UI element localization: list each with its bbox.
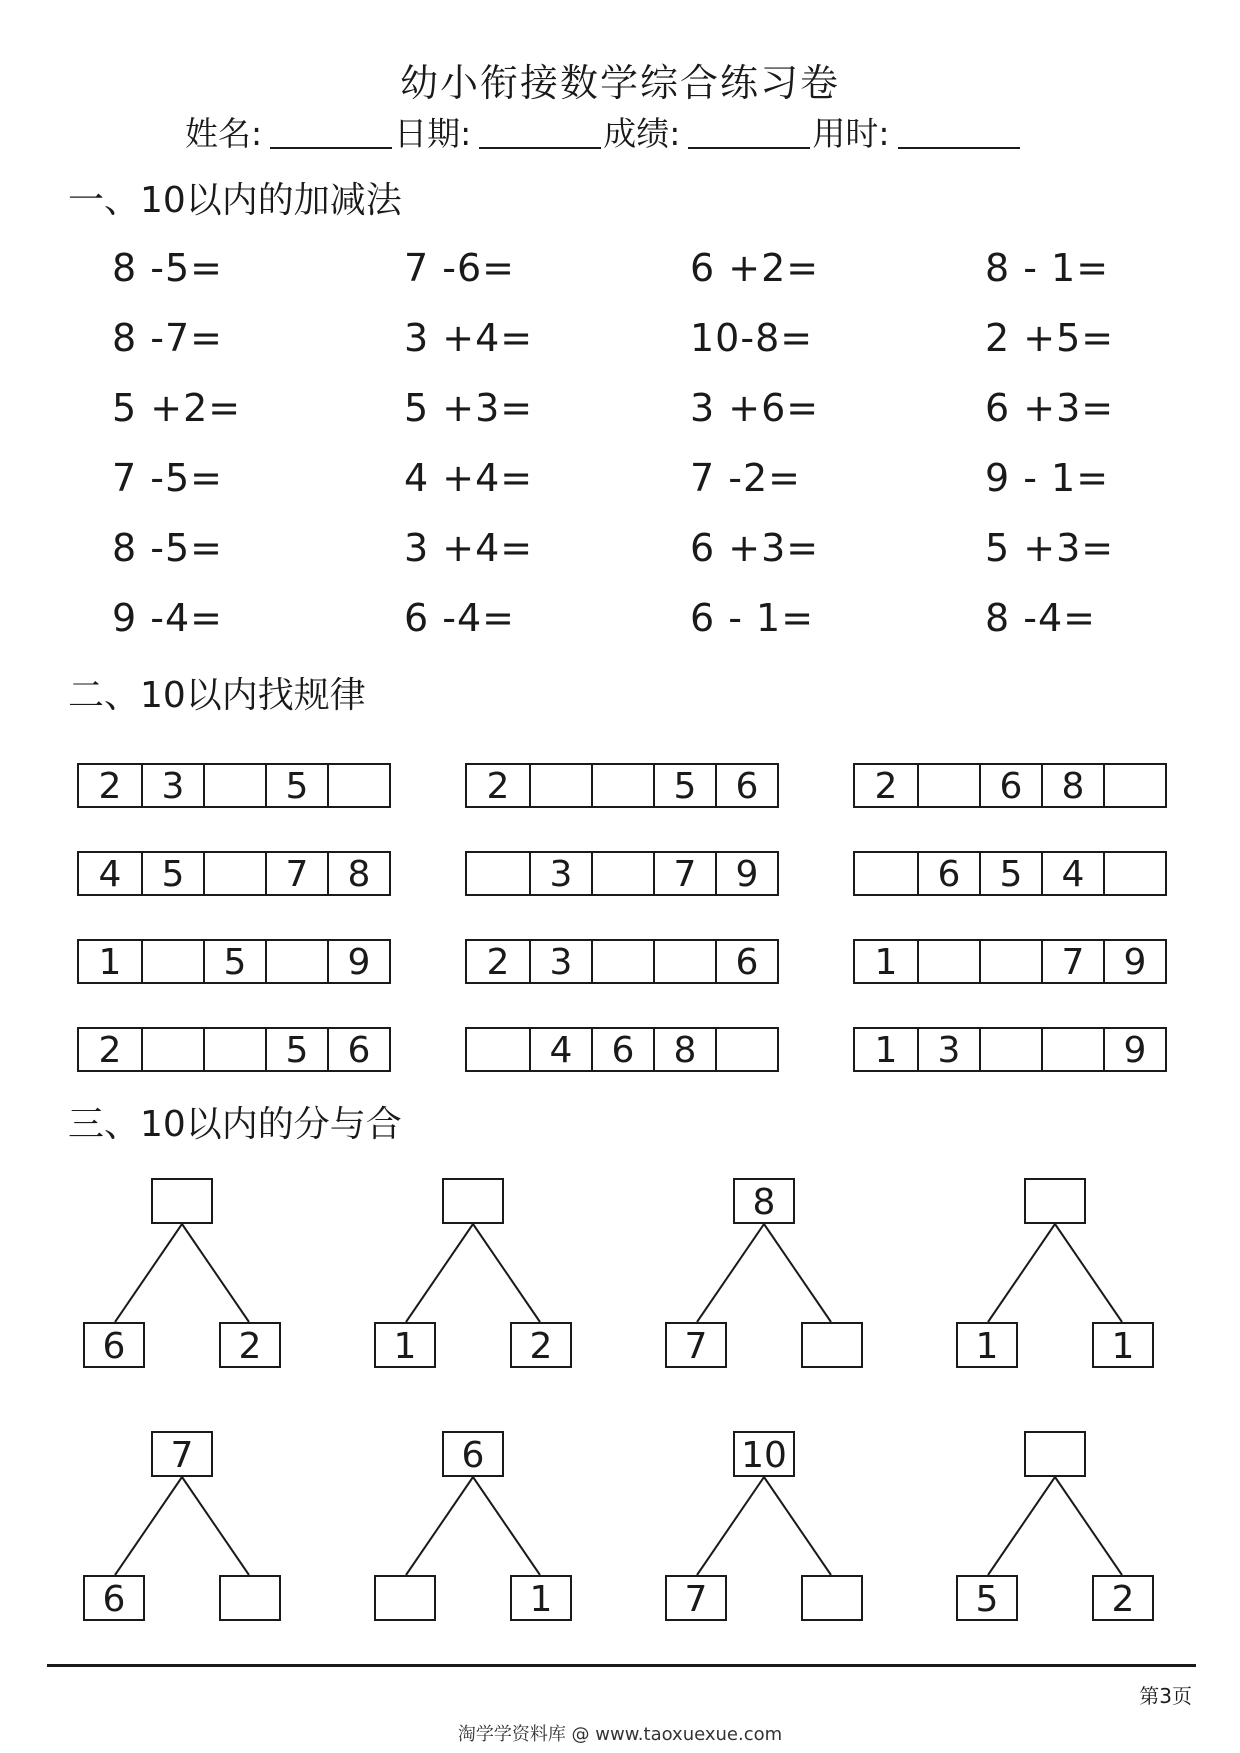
arithmetic-problem: 3 +6= [690, 386, 820, 430]
number-bond-tree [665, 1178, 875, 1368]
sequence-cell[interactable]: 1 [98, 942, 122, 983]
arithmetic-problem: 3 +4= [404, 316, 534, 360]
sequence-cell[interactable]: 5 [265, 765, 327, 806]
sequence-cell[interactable] [917, 765, 979, 806]
number-bond-tree [665, 1431, 875, 1621]
arithmetic-problem: 4 +4= [404, 456, 534, 500]
sequence-cell[interactable] [979, 1029, 1041, 1070]
sequence-cell[interactable]: 2 [874, 766, 898, 807]
arithmetic-problem: 5 +2= [112, 386, 242, 430]
student-info-row [185, 108, 1022, 155]
arithmetic-problem: 9 - 1= [985, 456, 1110, 500]
sequence-cell[interactable] [855, 853, 917, 894]
sequence-cell[interactable]: 1 [874, 942, 898, 983]
bond-box-top[interactable]: 8 [733, 1178, 795, 1224]
sequence-cell[interactable] [1041, 1029, 1103, 1070]
sequence-cell[interactable] [467, 1029, 529, 1070]
arithmetic-problem: 7 -2= [690, 456, 801, 500]
number-bond-tree [956, 1178, 1166, 1368]
sequence-cell[interactable]: 5 [653, 765, 715, 806]
bond-box-top[interactable]: 7 [151, 1431, 213, 1477]
info-label: 日期: [394, 114, 472, 153]
arithmetic-problem: 3 +4= [404, 526, 534, 570]
info-item-name [185, 108, 394, 155]
sequence-cell[interactable]: 6 [715, 765, 777, 806]
arithmetic-problem: 8 -7= [112, 316, 223, 360]
sequence-cell[interactable] [203, 765, 265, 806]
sequence-cell[interactable]: 3 [529, 853, 591, 894]
bond-box-top[interactable] [151, 1178, 213, 1224]
arithmetic-problem: 6 +2= [690, 246, 820, 290]
info-item-score [603, 108, 812, 155]
sequence-cell[interactable]: 2 [98, 1030, 122, 1071]
bond-box-right[interactable] [801, 1575, 863, 1621]
sequence-cell[interactable]: 7 [653, 853, 715, 894]
number-sequence [465, 763, 779, 808]
number-sequence [853, 1027, 1167, 1072]
time-blank[interactable] [898, 117, 1020, 149]
page-number: 第3页 [1139, 1684, 1192, 1708]
bond-box-left[interactable]: 6 [83, 1575, 145, 1621]
bond-box-right[interactable]: 1 [510, 1575, 572, 1621]
score-blank[interactable] [688, 117, 810, 149]
bond-box-top[interactable]: 10 [733, 1431, 795, 1477]
sequence-cell[interactable]: 9 [327, 941, 389, 982]
sequence-cell[interactable]: 6 [917, 853, 979, 894]
sequence-cell[interactable] [265, 941, 327, 982]
sequence-cell[interactable]: 8 [653, 1029, 715, 1070]
bond-box-top[interactable] [1024, 1431, 1086, 1477]
arithmetic-problem: 2 +5= [985, 316, 1115, 360]
arithmetic-problem: 5 +3= [404, 386, 534, 430]
sequence-cell[interactable] [1103, 853, 1165, 894]
bond-box-left[interactable]: 1 [374, 1322, 436, 1368]
sequence-cell[interactable] [979, 941, 1041, 982]
section-title-number-bonds: 三、10以内的分与合 [68, 1104, 402, 1145]
sequence-cell[interactable]: 7 [1041, 941, 1103, 982]
number-bond-tree [956, 1431, 1166, 1621]
info-label: 姓名: [185, 114, 263, 153]
sequence-cell[interactable] [591, 765, 653, 806]
arithmetic-problem: 6 +3= [985, 386, 1115, 430]
arithmetic-problem: 8 -5= [112, 246, 223, 290]
sequence-cell[interactable] [591, 941, 653, 982]
bond-box-right[interactable]: 1 [1092, 1322, 1154, 1368]
sequence-cell[interactable]: 9 [715, 853, 777, 894]
sequence-cell[interactable]: 9 [1103, 1029, 1165, 1070]
sequence-cell[interactable]: 3 [529, 941, 591, 982]
sequence-cell[interactable]: 4 [529, 1029, 591, 1070]
arithmetic-problem: 7 -6= [404, 246, 515, 290]
section-title-arithmetic: 一、10以内的加减法 [68, 180, 402, 221]
sequence-cell[interactable]: 6 [979, 765, 1041, 806]
info-label: 成绩: [603, 114, 681, 153]
bond-box-top[interactable]: 6 [442, 1431, 504, 1477]
bond-box-left[interactable]: 5 [956, 1575, 1018, 1621]
number-bond-tree [374, 1431, 584, 1621]
bond-box-right[interactable] [219, 1575, 281, 1621]
info-item-date [394, 108, 603, 155]
bond-box-right[interactable] [801, 1322, 863, 1368]
number-sequence [77, 763, 391, 808]
arithmetic-problem: 6 - 1= [690, 596, 815, 640]
info-label: 用时: [812, 114, 890, 153]
sequence-cell[interactable]: 4 [1041, 853, 1103, 894]
sequence-cell[interactable] [529, 765, 591, 806]
number-sequence [853, 939, 1167, 984]
sequence-cell[interactable] [467, 853, 529, 894]
sequence-cell[interactable]: 2 [486, 766, 510, 807]
name-blank[interactable] [270, 117, 392, 149]
number-sequence [465, 851, 779, 896]
sequence-cell[interactable]: 5 [203, 941, 265, 982]
sequence-cell[interactable]: 3 [141, 765, 203, 806]
watermark-text: 淘学学资料库 @ www.taoxuexue.com [457, 1724, 783, 1745]
section-title-patterns: 二、10以内找规律 [68, 675, 366, 716]
sequence-cell[interactable]: 8 [1041, 765, 1103, 806]
bond-box-top[interactable] [1024, 1178, 1086, 1224]
sequence-cell[interactable]: 7 [265, 853, 327, 894]
sequence-cell[interactable] [141, 941, 203, 982]
sequence-cell[interactable]: 6 [715, 941, 777, 982]
number-sequence [853, 851, 1167, 896]
sequence-cell[interactable]: 9 [1103, 941, 1165, 982]
number-sequence [77, 1027, 391, 1072]
date-blank[interactable] [479, 117, 601, 149]
number-sequence [465, 939, 779, 984]
sequence-cell[interactable] [591, 853, 653, 894]
arithmetic-problem: 8 -5= [112, 526, 223, 570]
bond-box-right[interactable]: 2 [510, 1322, 572, 1368]
arithmetic-problem: 10-8= [690, 316, 814, 360]
sequence-cell[interactable]: 6 [591, 1029, 653, 1070]
bond-box-right[interactable]: 2 [219, 1322, 281, 1368]
bond-box-left[interactable] [374, 1575, 436, 1621]
sequence-cell[interactable] [917, 941, 979, 982]
number-sequence [465, 1027, 779, 1072]
number-bond-tree [83, 1178, 293, 1368]
bond-box-left[interactable]: 6 [83, 1322, 145, 1368]
arithmetic-problem: 6 -4= [404, 596, 515, 640]
sequence-cell[interactable]: 5 [141, 853, 203, 894]
arithmetic-problem: 6 +3= [690, 526, 820, 570]
arithmetic-problem: 9 -4= [112, 596, 223, 640]
bond-box-left[interactable]: 7 [665, 1322, 727, 1368]
bond-box-top[interactable] [442, 1178, 504, 1224]
sequence-cell[interactable] [141, 1029, 203, 1070]
sequence-cell[interactable]: 1 [874, 1030, 898, 1071]
number-bond-tree [374, 1178, 584, 1368]
sequence-cell[interactable]: 6 [327, 1029, 389, 1070]
number-sequence [77, 939, 391, 984]
arithmetic-problem: 5 +3= [985, 526, 1115, 570]
footer-rule [47, 1664, 1196, 1667]
sequence-cell[interactable] [715, 1029, 777, 1070]
number-sequence [77, 851, 391, 896]
page-title: 幼小衔接数学综合练习卷 [399, 61, 840, 105]
number-sequence [853, 763, 1167, 808]
sequence-cell[interactable] [653, 941, 715, 982]
info-item-time [812, 108, 1021, 155]
sequence-cell[interactable]: 2 [486, 942, 510, 983]
sequence-cell[interactable] [1103, 765, 1165, 806]
sequence-cell[interactable]: 5 [979, 853, 1041, 894]
arithmetic-problem: 7 -5= [112, 456, 223, 500]
sequence-cell[interactable] [327, 765, 389, 806]
bond-box-left[interactable]: 1 [956, 1322, 1018, 1368]
sequence-cell[interactable] [203, 853, 265, 894]
sequence-cell[interactable]: 8 [327, 853, 389, 894]
sequence-cell[interactable]: 2 [98, 766, 122, 807]
number-bond-tree [83, 1431, 293, 1621]
bond-box-left[interactable]: 7 [665, 1575, 727, 1621]
arithmetic-problem: 8 -4= [985, 596, 1096, 640]
arithmetic-problem: 8 - 1= [985, 246, 1110, 290]
sequence-cell[interactable]: 4 [98, 854, 122, 895]
sequence-cell[interactable]: 5 [265, 1029, 327, 1070]
bond-box-right[interactable]: 2 [1092, 1575, 1154, 1621]
sequence-cell[interactable] [203, 1029, 265, 1070]
sequence-cell[interactable]: 3 [917, 1029, 979, 1070]
